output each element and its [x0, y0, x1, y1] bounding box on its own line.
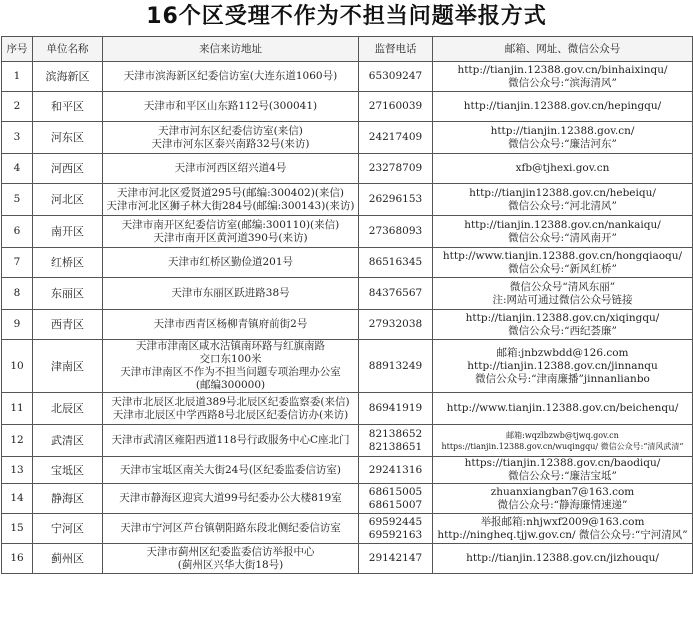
- table-row: [2, 310, 693, 340]
- phone-number: 24217409: [368, 131, 423, 143]
- page-title: 16个区受理不作为不担当问题举报方式: [146, 4, 547, 29]
- table-row: [2, 92, 693, 122]
- phone-cell: [359, 310, 433, 340]
- phone-cell: [359, 62, 433, 92]
- phone-number: 23278709: [368, 162, 423, 174]
- phone-cell: [359, 154, 433, 184]
- phone-cell: [359, 278, 433, 310]
- address-line: 天津市北辰区北辰道389号北辰区纪委监察委(来信): [111, 395, 350, 408]
- phone-cell: [359, 184, 433, 216]
- address-cell: [103, 484, 359, 514]
- address-cell: [103, 278, 359, 310]
- table-row: [2, 514, 693, 544]
- contact-line: 微信公众号:“新风红桥”: [508, 262, 617, 275]
- table-row: [2, 544, 693, 574]
- contact-line: http://tianjin.12388.gov.cn/binhaixinqu/: [457, 63, 668, 76]
- unit-name: 宁河区: [33, 514, 103, 544]
- row-number: 9: [2, 310, 33, 340]
- address-line: (蓟州区兴华大街18号): [177, 558, 284, 571]
- contact-line: 微信公众号:“静海廉情速递”: [497, 498, 628, 511]
- contact-line: http://tianjin.12388.gov.cn/jinnanqu: [467, 359, 658, 372]
- phone-number: 68615007: [368, 498, 423, 511]
- phone-number: 69592163: [368, 528, 423, 541]
- contact-line: http://www.tianjin.12388.gov.cn/hongqiaoqu/: [442, 249, 683, 262]
- address-cell: [103, 216, 359, 248]
- row-number: 11: [2, 393, 33, 425]
- unit-name: 红桥区: [33, 248, 103, 278]
- unit-name: 西青区: [33, 310, 103, 340]
- phone-number: 27160039: [368, 100, 423, 112]
- contact-cell: [433, 544, 693, 574]
- contact-line: http://tianjin.12388.gov.cn/nankaiqu/: [464, 218, 661, 231]
- address-line: 天津市滨海新区纪委信访室(大连东道1060号): [123, 70, 338, 82]
- address-line: 天津市北辰区中学西路8号北辰区纪委信访办(来访): [112, 408, 349, 421]
- row-number: 6: [2, 216, 33, 248]
- address-cell: [103, 184, 359, 216]
- unit-name: 蓟州区: [33, 544, 103, 574]
- address-cell: [103, 544, 359, 574]
- row-number: 12: [2, 425, 33, 457]
- row-number: 5: [2, 184, 33, 216]
- contact-line: 微信公众号:“津南廉播”jinnanlianbo: [475, 372, 650, 385]
- contact-cell: [433, 457, 693, 484]
- phone-number: 27368093: [368, 225, 423, 237]
- unit-name: 东丽区: [33, 278, 103, 310]
- address-line: 天津市和平区山东路112号(300041): [143, 100, 318, 112]
- address-cell: [103, 122, 359, 154]
- contact-line: 邮箱:wqzlbzwb@tjwq.gov.cn: [506, 430, 619, 440]
- contact-line: http://www.tianjin.12388.gov.cn/beichenqu/: [446, 402, 679, 414]
- phone-cell: [359, 248, 433, 278]
- contact-cell: [433, 62, 693, 92]
- contact-line: https://tianjin.12388.gov.cn/baodiqu/: [464, 457, 661, 469]
- phone-cell: [359, 544, 433, 574]
- address-line: 天津市蓟州区纪委监委信访举报中心: [146, 545, 315, 558]
- unit-name: 武清区: [33, 425, 103, 457]
- unit-name: 津南区: [33, 340, 103, 393]
- address-cell: [103, 340, 359, 393]
- contact-line: https://tianjin.12388.gov.cn/wuqingqu/ 微信公众号:“清风武清”: [441, 441, 684, 451]
- contact-cell: [433, 425, 693, 457]
- phone-number: 86941919: [368, 402, 423, 414]
- table-row: [2, 425, 693, 457]
- contact-line: 微信公众号:“廉洁河东”: [508, 137, 617, 150]
- address-line: 天津市宝坻区南关大街24号(区纪委监委信访室): [119, 463, 342, 476]
- address-cell: [103, 154, 359, 184]
- table-row: [2, 457, 693, 484]
- phone-cell: [359, 340, 433, 393]
- row-number: 3: [2, 122, 33, 154]
- report-table: [1, 36, 693, 574]
- address-cell: [103, 425, 359, 457]
- table-row: [2, 184, 693, 216]
- contact-line: 微信公众号:“滨海清风”: [508, 76, 617, 89]
- contact-cell: [433, 310, 693, 340]
- address-cell: [103, 62, 359, 92]
- address-line: 天津市南开区纪委信访室(邮编:300110)(来信): [121, 218, 340, 231]
- header-number: 序号: [2, 37, 33, 62]
- header-phone: 监督电话: [359, 37, 433, 62]
- row-number: 2: [2, 92, 33, 122]
- unit-name: 滨海新区: [33, 62, 103, 92]
- table-row: [2, 122, 693, 154]
- contact-line: 邮箱:jnbzwbdd@126.com: [496, 346, 629, 359]
- row-number: 13: [2, 457, 33, 484]
- address-line: 天津市西青区杨柳青镇府前街2号: [153, 318, 308, 330]
- row-number: 4: [2, 154, 33, 184]
- contact-line: http://ningheq.tjjw.gov.cn/ 微信公众号:“宁河清风”: [437, 528, 688, 541]
- table-row: [2, 484, 693, 514]
- address-cell: [103, 248, 359, 278]
- contact-line: http://tianjin.12388.gov.cn/xiqingqu/: [465, 311, 660, 324]
- address-line: 天津市南开区黄河道390号(来访): [153, 231, 308, 244]
- phone-number: 69592445: [368, 515, 423, 528]
- address-cell: [103, 514, 359, 544]
- phone-cell: [359, 393, 433, 425]
- contact-line: 注:网站可通过微信公众号链接: [492, 293, 633, 306]
- phone-number: 65309247: [368, 70, 423, 82]
- address-cell: [103, 310, 359, 340]
- unit-name: 北辰区: [33, 393, 103, 425]
- address-line: 天津市东丽区跃进路38号: [171, 287, 290, 299]
- phone-number: 82138652: [368, 427, 423, 440]
- row-number: 8: [2, 278, 33, 310]
- phone-number: 82138651: [368, 440, 423, 453]
- address-line: 天津市河北区爱贤道295号(邮编:300402)(来信): [116, 186, 345, 199]
- address-line: 天津市宁河区芦台镇朝阳路东段北侧纪委信访室: [120, 522, 341, 534]
- address-cell: [103, 92, 359, 122]
- contact-cell: [433, 484, 693, 514]
- contact-line: xfb@tjhexi.gov.cn: [515, 162, 610, 174]
- contact-line: 微信公众号:“河北清风”: [508, 199, 617, 212]
- phone-cell: [359, 425, 433, 457]
- phone-cell: [359, 216, 433, 248]
- phone-cell: [359, 122, 433, 154]
- phone-cell: [359, 514, 433, 544]
- address-line: 天津市河东区泰兴南路32号(来访): [151, 137, 310, 150]
- contact-cell: [433, 278, 693, 310]
- address-cell: [103, 457, 359, 484]
- contact-line: 举报邮箱:nhjwxf2009@163.com: [480, 515, 645, 528]
- header-unit: 单位名称: [33, 37, 103, 62]
- table-row: [2, 216, 693, 248]
- header-contact: 邮箱、网址、微信公众号: [433, 37, 693, 62]
- address-line: 天津市静海区迎宾大道99号纪委办公大楼819室: [119, 492, 342, 504]
- unit-name: 河北区: [33, 184, 103, 216]
- phone-number: 29142147: [368, 552, 423, 564]
- table-row: [2, 340, 693, 393]
- address-line: 天津市河东区纪委信访室(来信): [158, 124, 303, 137]
- phone-number: 84376567: [368, 287, 423, 299]
- row-number: 10: [2, 340, 33, 393]
- phone-number: 88913249: [368, 359, 423, 372]
- phone-cell: [359, 92, 433, 122]
- address-line: 天津市红桥区勤俭道201号: [167, 256, 294, 268]
- table-row: [2, 62, 693, 92]
- phone-number: 86516345: [368, 256, 423, 268]
- row-number: 1: [2, 62, 33, 92]
- table-row: [2, 393, 693, 425]
- contact-cell: [433, 340, 693, 393]
- address-line: 交口东100米: [199, 353, 262, 365]
- address-line: 天津市河西区绍兴道4号: [174, 162, 287, 174]
- contact-line: zhuanxiangban7@163.com: [490, 485, 635, 498]
- phone-number: 27932038: [368, 318, 423, 330]
- unit-name: 宝坻区: [33, 457, 103, 484]
- contact-cell: [433, 216, 693, 248]
- header-address: 来信来访地址: [103, 37, 359, 62]
- contact-line: http://tianjin.12388.gov.cn/: [490, 124, 635, 137]
- unit-name: 河东区: [33, 122, 103, 154]
- contact-cell: [433, 393, 693, 425]
- contact-cell: [433, 248, 693, 278]
- contact-cell: [433, 514, 693, 544]
- table-row: [2, 278, 693, 310]
- contact-line: 微信公众号“清风东丽”: [509, 280, 616, 293]
- table-header-row: [2, 37, 693, 62]
- row-number: 7: [2, 248, 33, 278]
- phone-number: 29241316: [368, 463, 423, 476]
- unit-name: 河西区: [33, 154, 103, 184]
- row-number: 16: [2, 544, 33, 574]
- contact-line: 微信公众号:“西纪荟廉”: [508, 324, 617, 337]
- contact-cell: [433, 122, 693, 154]
- address-line: 天津市武清区雍阳西道118号行政服务中心C座北门: [111, 434, 350, 446]
- address-line: 天津市津南区不作为不担当问题专项治理办公室: [120, 366, 341, 378]
- contact-line: 微信公众号:“清风南开”: [508, 231, 617, 244]
- contact-cell: [433, 92, 693, 122]
- row-number: 15: [2, 514, 33, 544]
- contact-line: http://tianjin.12388.gov.cn/jizhouqu/: [466, 552, 659, 564]
- phone-number: 26296153: [368, 193, 423, 205]
- row-number: 14: [2, 484, 33, 514]
- contact-line: http://tianjin12388.gov.cn/hebeiqu/: [469, 186, 656, 199]
- address-cell: [103, 393, 359, 425]
- unit-name: 和平区: [33, 92, 103, 122]
- address-line: 天津市津南区咸水沽镇南环路与红旗南路: [136, 340, 325, 352]
- contact-line: http://tianjin.12388.gov.cn/hepingqu/: [463, 100, 662, 112]
- address-line: 天津市河北区狮子林大街284号(邮编:300143)(来访): [106, 199, 355, 212]
- phone-number: 68615005: [368, 485, 423, 498]
- contact-cell: [433, 154, 693, 184]
- table-row: [2, 248, 693, 278]
- phone-cell: [359, 457, 433, 484]
- unit-name: 南开区: [33, 216, 103, 248]
- table-row: [2, 154, 693, 184]
- table-body: [2, 62, 693, 574]
- address-line: (邮编300000): [195, 379, 266, 391]
- contact-cell: [433, 184, 693, 216]
- contact-line: 微信公众号:“廉洁宝坻”: [508, 470, 617, 482]
- unit-name: 静海区: [33, 484, 103, 514]
- phone-cell: [359, 484, 433, 514]
